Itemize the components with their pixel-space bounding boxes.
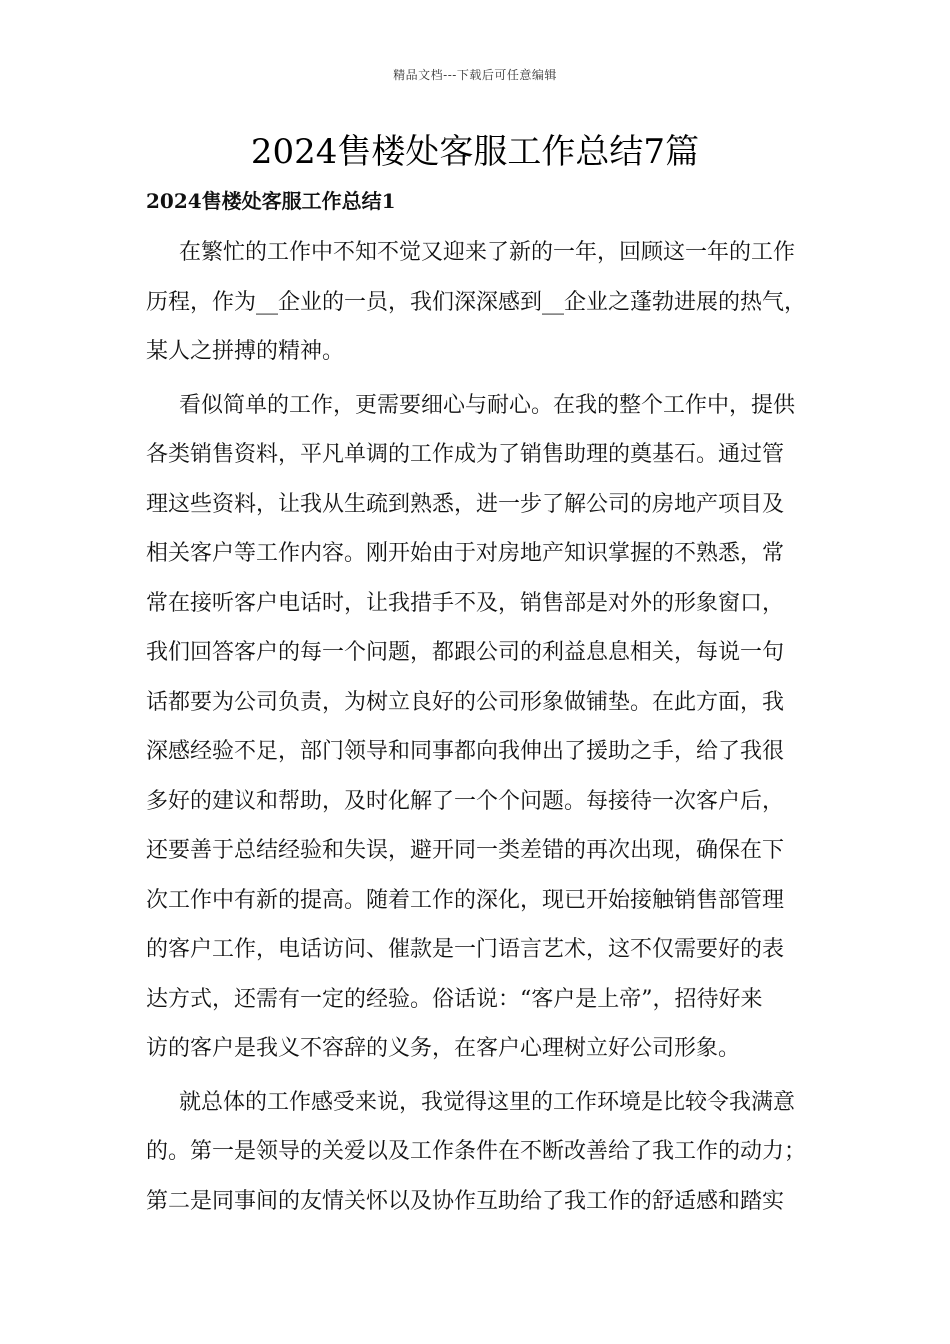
paragraph-line: 的。第一是领导的关爱以及工作条件在不断改善给了我工作的动力； <box>146 1139 807 1164</box>
paragraph-3 <box>146 1078 816 1227</box>
section-heading: 2024售楼处客服工作总结1 <box>146 189 396 213</box>
paragraph-line: 深感经验不足，部门领导和同事都向我伸出了援助之手，给了我很 <box>146 739 785 764</box>
paragraph-line: 我们回答客户的每一个问题，都跟公司的利益息息相关，每说一句 <box>146 640 785 665</box>
paragraph-line: 访的客户是我义不容辞的义务，在客户心理树立好公司形象。 <box>146 1036 741 1061</box>
paragraph-line: 各类销售资料，平凡单调的工作成为了销售助理的奠基石。通过管 <box>146 442 785 467</box>
paragraph-line: 就总体的工作感受来说，我觉得这里的工作环境是比较令我满意 <box>179 1089 796 1115</box>
paragraph-line: 理这些资料，让我从生疏到熟悉，进一步了解公司的房地产项目及 <box>146 491 785 517</box>
paragraph-line: 第二是同事间的友情关怀以及协作互助给了我工作的舒适感和踏实 <box>146 1188 785 1214</box>
paragraph-line: 的客户工作，电话访问、催款是一门语言艺术，这不仅需要好的表 <box>146 937 785 962</box>
paragraph-line: 常在接听客户电话时，让我措手不及，销售部是对外的形象窗口， <box>146 590 785 616</box>
header-note: 精品文档---下载后可任意编辑 <box>393 68 557 82</box>
paragraph-line: 多好的建议和帮助，及时化解了一个个问题。每接待一次客户后， <box>146 788 785 814</box>
paragraph-2 <box>146 381 816 1074</box>
paragraph-1 <box>146 228 816 377</box>
paragraph-line: 话都要为公司负责，为树立良好的公司形象做铺垫。在此方面，我 <box>146 689 785 715</box>
paragraph-line: 看似简单的工作，更需要细心与耐心。在我的整个工作中，提供 <box>179 392 796 418</box>
body-text <box>146 228 816 1230</box>
paragraph-line: 某人之拼搏的精神。 <box>146 339 345 364</box>
paragraph-line: 次工作中有新的提高。随着工作的深化，现已开始接触销售部管理 <box>146 887 785 913</box>
paragraph-line: 达方式，还需有一定的经验。俗话说：“客户是上帝”，招待好来 <box>146 986 763 1012</box>
paragraph-line: 在繁忙的工作中不知不觉又迎来了新的一年，回顾这一年的工作 <box>179 240 796 265</box>
paragraph-line: 相关客户等工作内容。刚开始由于对房地产知识掌握的不熟悉，常 <box>146 541 785 566</box>
paragraph-line: 还要善于总结经验和失误，避开同一类差错的再次出现，确保在下 <box>146 838 785 863</box>
paragraph-line: 历程，作为__企业的一员，我们深深感到__企业之蓬勃进展的热气， <box>146 289 807 315</box>
document-title: 2024售楼处客服工作总结7篇 <box>250 132 700 172</box>
